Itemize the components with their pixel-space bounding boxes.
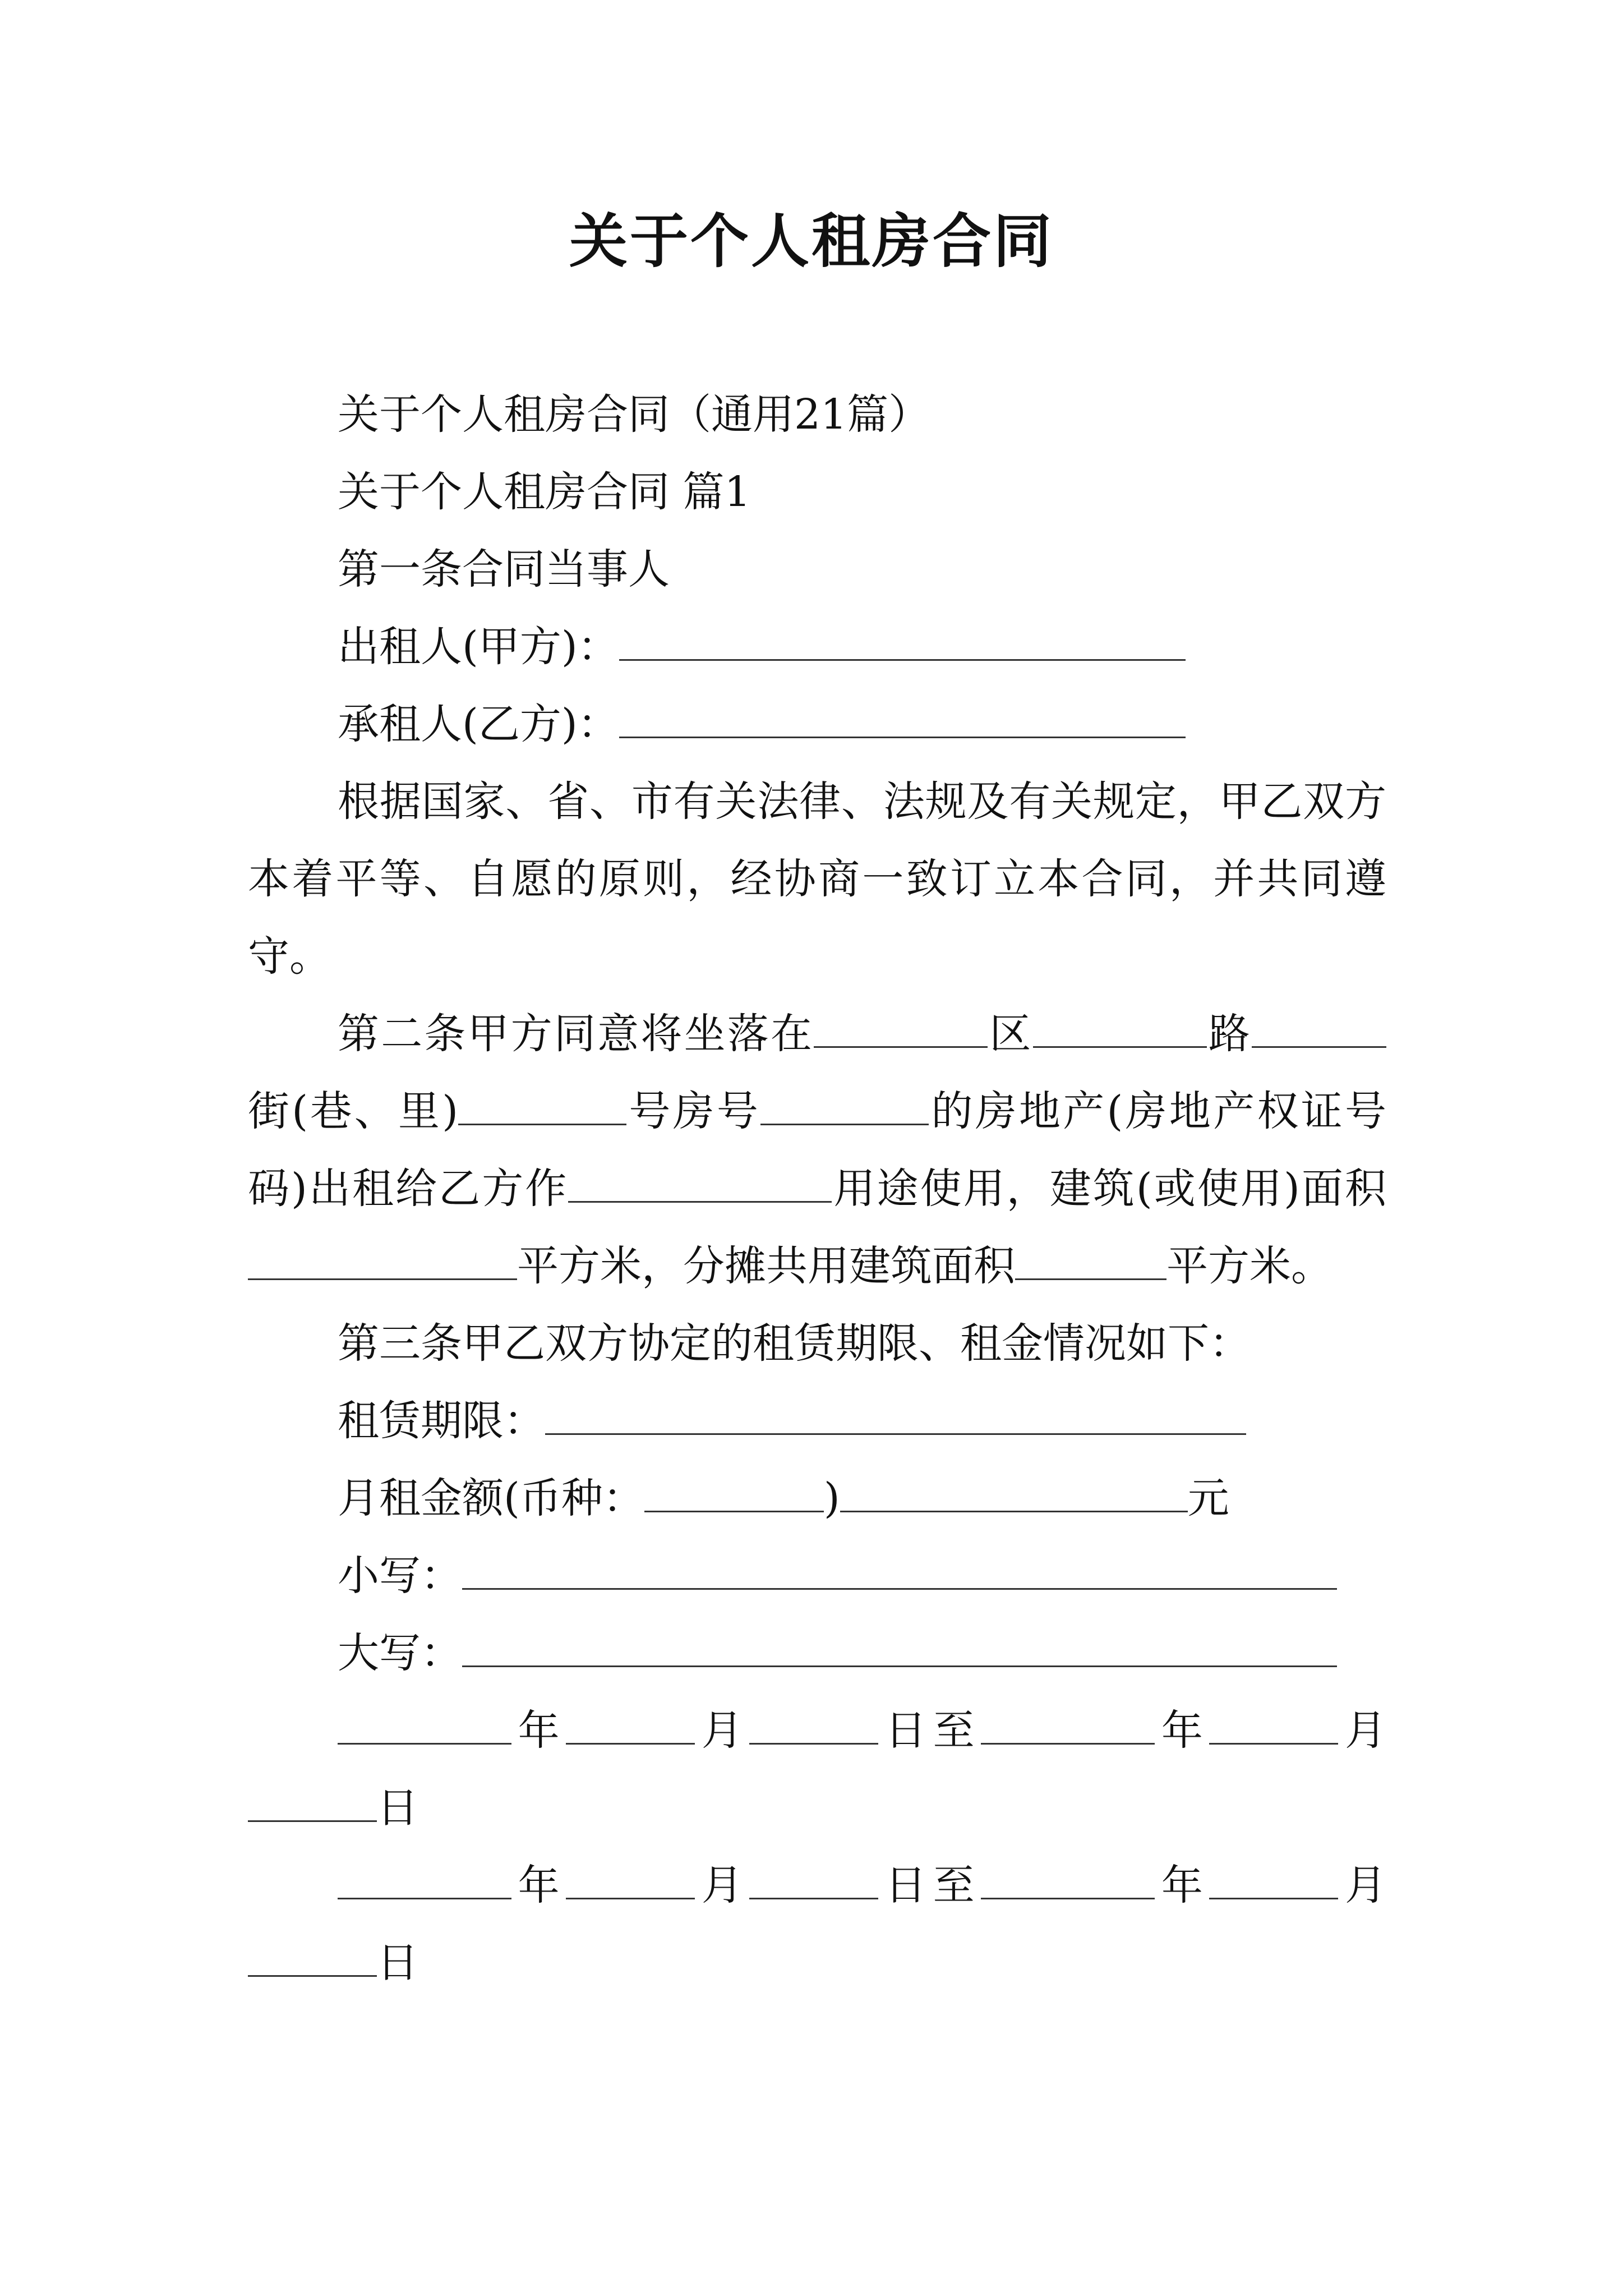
year-text: 年: [1155, 1706, 1210, 1755]
shared-area-blank[interactable]: [1015, 1239, 1166, 1280]
period-line-1: [248, 1692, 1386, 1847]
lessor-blank[interactable]: [619, 620, 1186, 661]
start-month-blank[interactable]: [566, 1858, 695, 1899]
lower-amount-blank[interactable]: [462, 1549, 1337, 1590]
day-to-text: 日至: [878, 1706, 981, 1755]
room-blank[interactable]: [760, 1084, 929, 1125]
article2-paragraph: [248, 995, 1386, 1305]
upper-label: 大写：: [338, 1629, 462, 1677]
lessee-blank[interactable]: [619, 697, 1186, 738]
area-blank[interactable]: [248, 1239, 517, 1280]
year-text: 年: [511, 1706, 566, 1755]
period-line-2: [248, 1847, 1386, 2001]
rent-line: [248, 1460, 1386, 1537]
day-text: 日: [377, 1784, 418, 1832]
rent-unit: 元: [1187, 1474, 1229, 1522]
end-day-blank[interactable]: [248, 1936, 377, 1977]
term-label: 租赁期限：: [338, 1397, 545, 1445]
rent-amount-blank[interactable]: [840, 1471, 1188, 1512]
article2-text-street: 街(巷、里): [248, 1087, 459, 1135]
article2-text-district: 区: [988, 1010, 1033, 1058]
year-text: 年: [1155, 1861, 1210, 1910]
document-subtitle: 关于个人租房合同（通用21篇）: [338, 390, 930, 439]
article1-heading: 第一条合同当事人: [338, 545, 670, 593]
month-text: 月: [695, 1861, 750, 1910]
article2-text-location: 第二条甲方同意将坐落在: [338, 1010, 814, 1058]
article3-heading: 第三条甲乙双方协定的租赁期限、租金情况如下：: [338, 1319, 1251, 1368]
article2-text-area: 用途使用，建筑(或使用)面积: [832, 1165, 1386, 1213]
rent-label: 月租金额(币种：: [338, 1474, 644, 1522]
article2-text-property: 的房地产(房地产权证号码)出租给乙方作: [248, 1087, 1386, 1213]
term-blank[interactable]: [545, 1394, 1246, 1435]
start-day-blank[interactable]: [749, 1858, 878, 1899]
term-line: [248, 1382, 1386, 1460]
lower-amount-line: [248, 1537, 1386, 1614]
district-blank[interactable]: [814, 1007, 988, 1048]
year-text: 年: [511, 1861, 566, 1910]
day-to-text: 日至: [878, 1861, 981, 1910]
article2-text-road: 路: [1206, 1010, 1252, 1058]
start-day-blank[interactable]: [749, 1704, 878, 1745]
lessor-label: 出租人(甲方)：: [338, 623, 619, 671]
currency-blank[interactable]: [644, 1471, 824, 1512]
day-text: 日: [377, 1939, 418, 1987]
month-text: 月: [1338, 1706, 1387, 1755]
article2-text-shared-area: 平方米，分摊共用建筑面积: [517, 1242, 1015, 1290]
upper-amount-blank[interactable]: [462, 1626, 1337, 1667]
lessee-line: [248, 685, 1386, 763]
month-text: 月: [1338, 1861, 1387, 1910]
document-body: [248, 376, 1386, 2001]
street-blank[interactable]: [1252, 1007, 1386, 1048]
section-heading: 关于个人租房合同 篇1: [338, 468, 751, 516]
article2-text-sqm: 平方米。: [1166, 1242, 1332, 1290]
upper-amount-line: [248, 1614, 1386, 1692]
intro-paragraph: 根据国家、省、市有关法律、法规及有关规定，甲乙双方本着平等、自愿的原则，经协商一致订立本合同，并共同遵守。: [248, 777, 1386, 981]
end-year-blank[interactable]: [981, 1704, 1155, 1745]
document-title: 关于个人租房合同: [569, 206, 1054, 275]
start-month-blank[interactable]: [566, 1704, 695, 1745]
lessee-label: 承租人(乙方)：: [338, 700, 619, 748]
article2-text-room: 号房号: [626, 1087, 761, 1135]
lessor-line: [248, 608, 1386, 685]
number-blank[interactable]: [458, 1084, 626, 1125]
road-blank[interactable]: [1033, 1007, 1207, 1048]
end-day-blank[interactable]: [248, 1781, 377, 1822]
rent-close: ): [823, 1474, 840, 1522]
month-text: 月: [695, 1706, 750, 1755]
start-year-blank[interactable]: [338, 1704, 511, 1745]
end-year-blank[interactable]: [981, 1858, 1155, 1899]
end-month-blank[interactable]: [1209, 1858, 1338, 1899]
end-month-blank[interactable]: [1209, 1704, 1338, 1745]
start-year-blank[interactable]: [338, 1858, 511, 1899]
usage-blank[interactable]: [568, 1162, 832, 1203]
lower-label: 小写：: [338, 1552, 462, 1600]
